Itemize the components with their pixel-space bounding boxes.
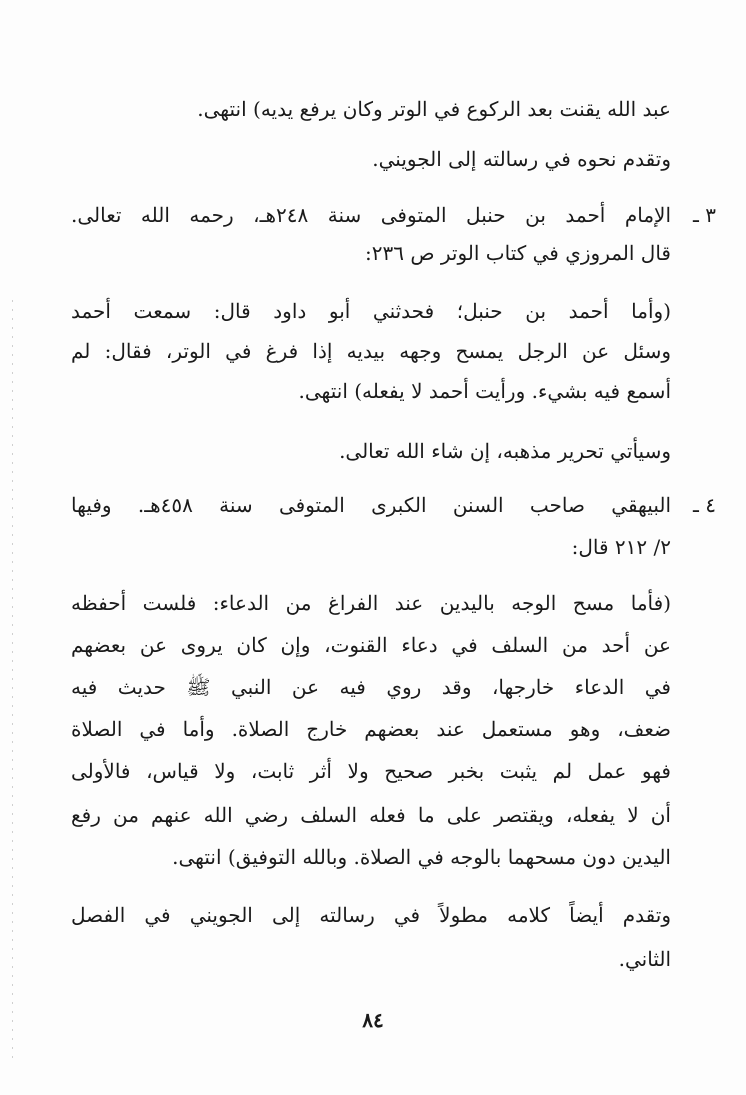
quote-line: في الدعاء خارجها، وقد روي فيه عن النبي ﷺ حديث فيه: [71, 675, 671, 699]
quote-line: أسمع فيه بشيء. ورأيت أحمد لا يفعله) انتهى.: [298, 379, 671, 403]
item-line: البيهقي صاحب السنن الكبرى المتوفى سنة ٤٥٨هـ. وفيها: [71, 493, 671, 517]
quote-line: (فأما مسح الوجه باليدين عند الفراغ من الدعاء: فلست أحفظه: [71, 591, 671, 615]
item-line: الإمام أحمد بن حنبل المتوفى سنة ٢٤٨هـ، رحمه الله تعالى.: [71, 203, 671, 227]
page-edge-dots: [12, 300, 13, 1060]
item-line: ٢/ ٢١٢ قال:: [571, 535, 671, 559]
item-line: قال المروزي في كتاب الوتر ص ٢٣٦:: [364, 241, 671, 265]
paragraph-line: وتقدم نحوه في رسالته إلى الجويني.: [372, 147, 671, 171]
quote-line: وسئل عن الرجل يمسح وجهه بيديه إذا فرغ في الوتر، فقال: لم: [71, 339, 671, 363]
page-number: ٨٤: [362, 1008, 384, 1032]
quote-line: اليدين دون مسحهما بالوجه في الصلاة. وبالله التوفيق) انتهى.: [172, 845, 671, 869]
quote-line: ضعف، وهو مستعمل عند بعضهم خارج الصلاة. وأما في الصلاة: [71, 717, 671, 741]
quote-line: (وأما أحمد بن حنبل؛ فحدثني أبو داود قال: سمعت أحمد: [71, 299, 671, 323]
quote-line: فهو عمل لم يثبت بخبر صحيح ولا أثر ثابت، ولا قياس، فالأولى: [71, 759, 671, 783]
item-number: ٣ ـ: [693, 203, 716, 227]
quote-line: عن أحد من السلف في دعاء القنوت، وإن كان يروى عن بعضهم: [71, 633, 671, 657]
quote-line: أن لا يفعله، ويقتصر على ما فعله السلف رضي الله عنهم من رفع: [71, 803, 671, 827]
paragraph-line: الثاني.: [618, 947, 671, 971]
paragraph-line: وسيأتي تحرير مذهبه، إن شاء الله تعالى.: [339, 439, 671, 463]
item-number: ٤ ـ: [693, 493, 716, 517]
paragraph-line: وتقدم أيضاً كلامه مطولاً في رسالته إلى الجويني في الفصل: [71, 903, 671, 927]
paragraph-line: عبد الله يقنت بعد الركوع في الوتر وكان يرفع يديه) انتهى.: [197, 97, 671, 121]
